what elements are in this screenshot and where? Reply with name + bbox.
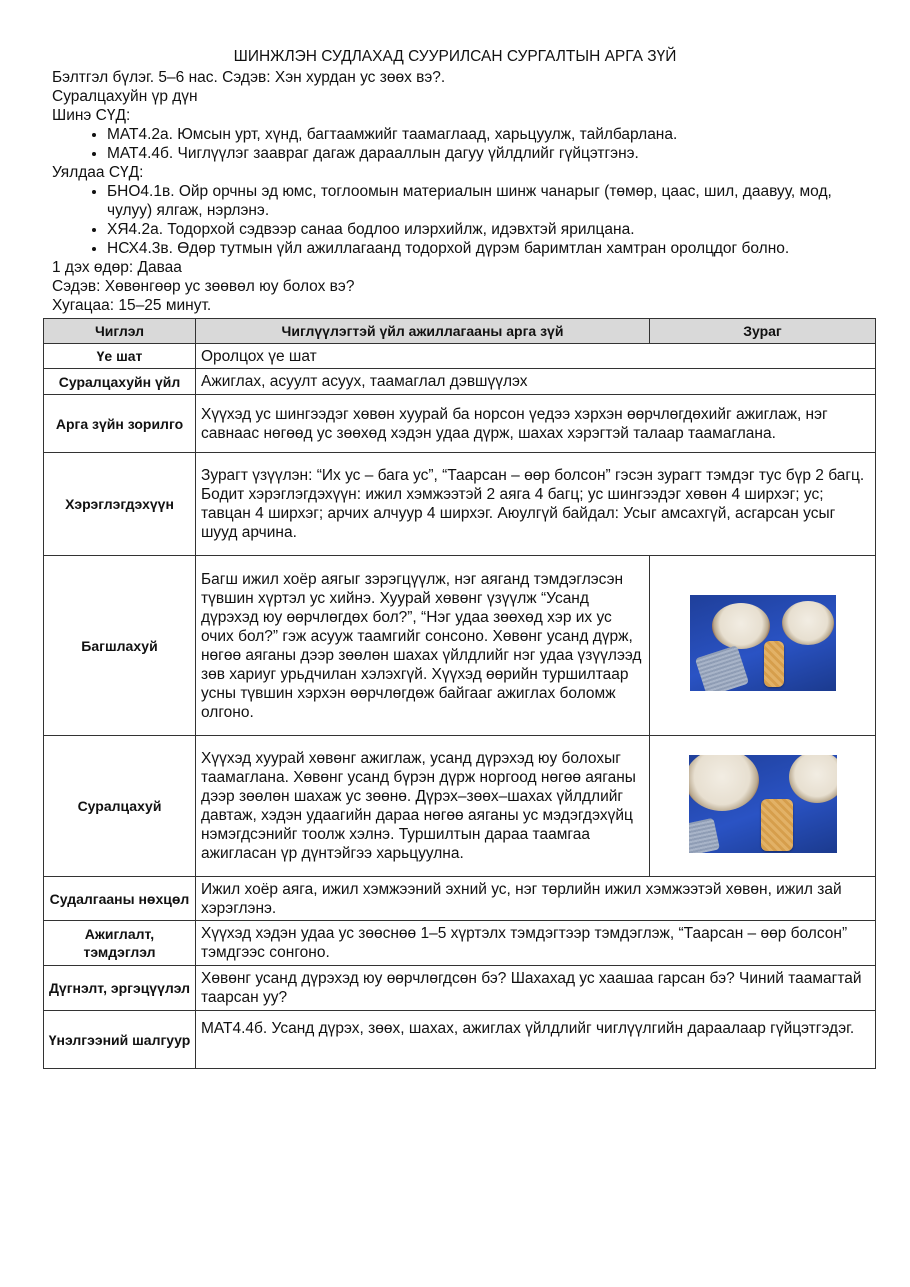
table-row (44, 921, 876, 966)
table-row (44, 556, 876, 736)
lesson-plan-table (43, 318, 876, 1069)
group-topic-line: Бэлтгэл бүлэг. 5–6 нас. Сэдэв: Хэн хурдан ус зөөх вэ?. (52, 69, 446, 86)
row-label: Үнэлгээний шалгуур (44, 1011, 196, 1069)
row-image-cell (650, 736, 876, 877)
header-image: Зураг (650, 319, 876, 344)
outcomes-heading: Суралцахуйн үр дүн (52, 88, 198, 105)
new-standards-heading: Шинэ СҮД: (52, 107, 131, 124)
linked-standards-heading: Уялдаа СҮД: (52, 164, 144, 181)
linked-standards-list (52, 182, 872, 258)
row-text: Ажиглах, асуулт асуух, таамаглал дэвшүүлэх (196, 369, 876, 395)
list-item: • МАТ4.2а. Юмсын урт, хүнд, багтаамжийг таамаглаад, харьцуулж, тайлбарлана. (107, 125, 872, 144)
sponge (761, 799, 793, 851)
topic-line: Сэдэв: Хөвөнгөөр ус зөөвөл юу болох вэ? (52, 278, 355, 295)
cloth (694, 645, 748, 691)
bowl-right (789, 755, 837, 803)
header-method: Чиглүүлэгтэй үйл ажиллагааны арга зүй (196, 319, 650, 344)
header-direction: Чиглэл (44, 319, 196, 344)
row-text: Оролцох үе шат (196, 344, 876, 369)
list-item: • НСХ4.3в. Өдөр тутмын үйл ажиллагаанд тодорхой дүрэм баримтлан хамтран оролцдог болно. (107, 239, 872, 258)
photo-bowls-sponge-tray (690, 595, 836, 691)
row-label: Дүгнэлт, эргэцүүлэл (44, 966, 196, 1011)
table-row (44, 344, 876, 369)
row-label: Судалгааны нөхцөл (44, 877, 196, 921)
bowl-left (689, 755, 759, 811)
row-label: Ажиглалт, тэмдэглэл (44, 921, 196, 966)
table-header-row (44, 319, 876, 344)
table-row (44, 736, 876, 877)
duration-line: Хугацаа: 15–25 минут. (52, 297, 212, 314)
intro-section (52, 68, 872, 315)
table-row (44, 453, 876, 556)
list-item: • БНО4.1в. Ойр орчны эд юмс, тоглоомын материалын шинж чанарыг (төмөр, цаас, шил, даавуу, мод, чулуу) ялгаж, нэрлэнэ. (107, 182, 872, 220)
row-text: МАТ4.4б. Усанд дүрэх, зөөх, шахах, ажиглах үйлдлийг чиглүүлгийн дараалаар гүйцэтгэдэг. (196, 1011, 876, 1069)
sponge (764, 641, 784, 687)
list-item: • ХЯ4.2а. Тодорхой сэдвээр санаа бодлоо илэрхийлж, идэвхтэй ярилцана. (107, 220, 872, 239)
row-text: Зурагт үзүүлэн: “Их ус – бага ус”, “Таарсан – өөр болсон” гэсэн зурагт тэмдэг тус бүр 2 багц. Бодит хэрэглэгдэхүүн: ижил хэмжээтэй 2 аяга 4 багц; ус шингээдэг хөвөн 4 ширхэг; ус; тавцан 4 ширхэг; арчих алчуур 4 ширхэг. Аюулгүй байдал: Усыг амсахгүй, асгарсан усыг шууд арчина. (196, 453, 876, 556)
row-text: Хүүхэд хэдэн удаа ус зөөснөө 1–5 хүртэлх тэмдэгтээр тэмдэглэж, “Таарсан – өөр болсон” тэмдгээс сонгоно. (196, 921, 876, 966)
table-row (44, 395, 876, 453)
table-row (44, 1011, 876, 1069)
cloth (689, 817, 720, 852)
document-title: ШИНЖЛЭН СУДЛАХАД СУУРИЛСАН СУРГАЛТЫН АРГА ЗҮЙ (233, 48, 677, 65)
row-label: Суралцахуйн үйл (44, 369, 196, 395)
bowl-left (712, 603, 770, 649)
bowl-right (782, 601, 834, 645)
row-text: Ижил хоёр аяга, ижил хэмжээний эхний ус, нэг төрлийн ижил хэмжээтэй хөвөн, ижил зай хэрэглэнэ. (196, 877, 876, 921)
table-row (44, 966, 876, 1011)
row-label: Суралцахуй (44, 736, 196, 877)
photo-bowls-sponge-tray (689, 755, 837, 853)
row-label: Арга зүйн зорилго (44, 395, 196, 453)
list-item: • МАТ4.4б. Чиглүүлэг заавраг дагаж дарааллын дагуу үйлдлийг гүйцэтгэнэ. (107, 144, 872, 163)
row-text: Хөвөнг усанд дүрэхэд юу өөрчлөгдсөн бэ? Шахахад ус хаашаа гарсан бэ? Чиний таамагтай таарсан уу? (196, 966, 876, 1011)
row-text: Хүүхэд хуурай хөвөнг ажиглаж, усанд дүрэхэд юу болохыг таамаглана. Хөвөнг усанд бүрэн дүрж норгоод нөгөө аяганы дээр зөөлөн шахаж ус зөөнө. Дүрэх–зөөх–шахах үйлдлийг давтаж, хэдэн удаагийн дараа нөгөө аяганы ус мэдэгдэхүйц нэмэгдсэнийг тоолж хэлнэ. Туршилтын дараа таамгаа ажигласан үр дүнтэйгээ харьцуулна. (196, 736, 650, 877)
row-label: Багшлахуй (44, 556, 196, 736)
row-text: Хүүхэд ус шингээдэг хөвөн хуурай ба норсон үедээ хэрхэн өөрчлөгдөхийг ажиглаж, нэг савнаас нөгөөд ус зөөхөд хэдэн удаа дүрж, шахах хэрэгтэй талаар таамаглана. (196, 395, 876, 453)
row-label: Үе шат (44, 344, 196, 369)
row-label: Хэрэглэгдэхүүн (44, 453, 196, 556)
day-line: 1 дэх өдөр: Даваа (52, 259, 182, 276)
new-standards-list (52, 125, 872, 163)
row-text: Багш ижил хоёр аягыг зэрэгцүүлж, нэг аяганд тэмдэглэсэн түвшин хүртэл ус хийнэ. Хуурай хөвөнг үзүүлж “Усанд дүрэхэд юу өөрчлөгдөх бол?”, “Нэг удаа зөөхөд хэр их ус очих бол?” гэж асууж таамгийг сонсоно. Хөвөнг усанд дүрж, нөгөө аяганы дээр зөөлөн шахах үйлдлийг нэг удаа үзүүлээд зөв хариуг урьдчилан хэлэхгүй. Хүүхэд өөрийн туршилтаар усны түвшин хэрхэн өөрчлөгдөж байгааг ажиглах боломж олгоно. (196, 556, 650, 736)
table-row (44, 877, 876, 921)
row-image-cell (650, 556, 876, 736)
table-row (44, 369, 876, 395)
